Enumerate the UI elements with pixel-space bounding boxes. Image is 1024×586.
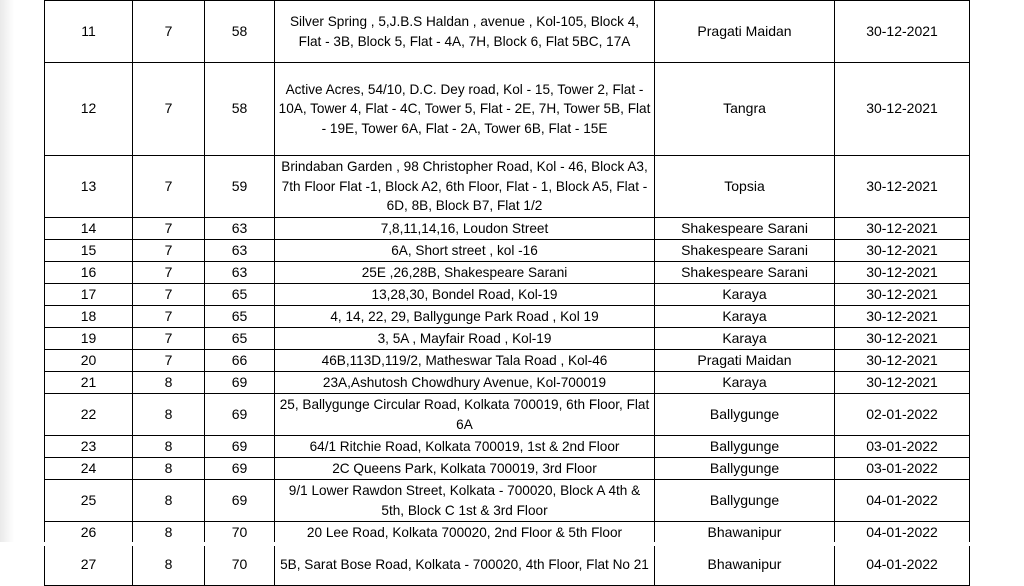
ward-cell: 63 bbox=[205, 218, 275, 240]
page-shadow bbox=[0, 0, 14, 546]
table-row bbox=[45, 372, 970, 394]
address-cell: 5B, Sarat Bose Road, Kolkata - 700020, 4th Floor, Flat No 21 bbox=[275, 544, 655, 586]
table-row bbox=[45, 480, 970, 522]
address-cell: 2C Queens Park, Kolkata 700019, 3rd Floor bbox=[275, 458, 655, 480]
serial-cell: 11 bbox=[45, 1, 133, 63]
area-cell: Ballygunge bbox=[655, 436, 835, 458]
address-cell: Silver Spring , 5,J.B.S Haldan , avenue , Kol-105, Block 4, Flat - 3B, Block 5, Flat - 4A, 7H, Block 6, Flat 5BC, 17A bbox=[275, 1, 655, 63]
serial-cell: 22 bbox=[45, 394, 133, 436]
serial-cell: 20 bbox=[45, 350, 133, 372]
address-cell: 20 Lee Road, Kolkata 700020, 2nd Floor & 5th Floor bbox=[275, 522, 655, 544]
serial-cell: 26 bbox=[45, 522, 133, 544]
serial-cell: 23 bbox=[45, 436, 133, 458]
area-cell: Ballygunge bbox=[655, 394, 835, 436]
phase-cell: 7 bbox=[133, 240, 205, 262]
table-row bbox=[45, 218, 970, 240]
area-cell: Pragati Maidan bbox=[655, 1, 835, 63]
address-cell: 6A, Short street , kol -16 bbox=[275, 240, 655, 262]
serial-cell: 19 bbox=[45, 328, 133, 350]
phase-cell: 8 bbox=[133, 522, 205, 544]
serial-cell: 17 bbox=[45, 284, 133, 306]
date-cell: 03-01-2022 bbox=[835, 436, 970, 458]
phase-cell: 8 bbox=[133, 458, 205, 480]
page-bottom-edge bbox=[0, 542, 1024, 546]
serial-cell: 13 bbox=[45, 156, 133, 218]
address-cell: 13,28,30, Bondel Road, Kol-19 bbox=[275, 284, 655, 306]
address-cell: 4, 14, 22, 29, Ballygunge Park Road , Kol 19 bbox=[275, 306, 655, 328]
phase-cell: 7 bbox=[133, 218, 205, 240]
ward-cell: 69 bbox=[205, 480, 275, 522]
table-row bbox=[45, 328, 970, 350]
phase-cell: 8 bbox=[133, 372, 205, 394]
area-cell: Topsia bbox=[655, 156, 835, 218]
phase-cell: 7 bbox=[133, 306, 205, 328]
table-row bbox=[45, 350, 970, 372]
date-cell: 30-12-2021 bbox=[835, 1, 970, 63]
serial-cell: 18 bbox=[45, 306, 133, 328]
table-row bbox=[45, 306, 970, 328]
serial-cell: 24 bbox=[45, 458, 133, 480]
serial-cell: 12 bbox=[45, 63, 133, 156]
date-cell: 04-01-2022 bbox=[835, 522, 970, 544]
phase-cell: 7 bbox=[133, 262, 205, 284]
area-cell: Karaya bbox=[655, 306, 835, 328]
table-row bbox=[45, 544, 970, 586]
ward-cell: 65 bbox=[205, 306, 275, 328]
phase-cell: 7 bbox=[133, 350, 205, 372]
phase-cell: 8 bbox=[133, 544, 205, 586]
area-cell: Bhawanipur bbox=[655, 522, 835, 544]
address-cell: Active Acres, 54/10, D.C. Dey road, Kol - 15, Tower 2, Flat - 10A, Tower 4, Flat - 4C, Tower 5, Flat - 2E, 7H, Tower 5B, Flat - 19E, Tower 6A, Flat - 2A, Tower 6B, Flat - 15E bbox=[275, 63, 655, 156]
table-row bbox=[45, 156, 970, 218]
phase-cell: 7 bbox=[133, 1, 205, 63]
serial-cell: 16 bbox=[45, 262, 133, 284]
date-cell: 30-12-2021 bbox=[835, 350, 970, 372]
serial-cell: 21 bbox=[45, 372, 133, 394]
table-row bbox=[45, 284, 970, 306]
address-cell: 46B,113D,119/2, Matheswar Tala Road , Kol-46 bbox=[275, 350, 655, 372]
address-cell: Brindaban Garden , 98 Christopher Road, Kol - 46, Block A3, 7th Floor Flat -1, Block A2, 6th Floor, Flat - 1, Block A5, Flat - 6D, 8B, Block B7, Flat 1/2 bbox=[275, 156, 655, 218]
area-cell: Karaya bbox=[655, 328, 835, 350]
area-cell: Ballygunge bbox=[655, 458, 835, 480]
date-cell: 30-12-2021 bbox=[835, 328, 970, 350]
area-cell: Shakespeare Sarani bbox=[655, 240, 835, 262]
area-cell: Ballygunge bbox=[655, 480, 835, 522]
area-cell: Karaya bbox=[655, 372, 835, 394]
table-row bbox=[45, 240, 970, 262]
date-cell: 30-12-2021 bbox=[835, 156, 970, 218]
phase-cell: 7 bbox=[133, 328, 205, 350]
ward-cell: 69 bbox=[205, 458, 275, 480]
address-cell: 3, 5A , Mayfair Road , Kol-19 bbox=[275, 328, 655, 350]
date-cell: 30-12-2021 bbox=[835, 218, 970, 240]
ward-cell: 70 bbox=[205, 522, 275, 544]
containment-zone-table bbox=[44, 0, 970, 586]
ward-cell: 70 bbox=[205, 544, 275, 586]
phase-cell: 7 bbox=[133, 284, 205, 306]
ward-cell: 58 bbox=[205, 63, 275, 156]
serial-cell: 14 bbox=[45, 218, 133, 240]
ward-cell: 69 bbox=[205, 372, 275, 394]
address-cell: 64/1 Ritchie Road, Kolkata 700019, 1st & 2nd Floor bbox=[275, 436, 655, 458]
table-row bbox=[45, 1, 970, 63]
ward-cell: 58 bbox=[205, 1, 275, 63]
ward-cell: 63 bbox=[205, 240, 275, 262]
serial-cell: 25 bbox=[45, 480, 133, 522]
area-cell: Pragati Maidan bbox=[655, 350, 835, 372]
table-row bbox=[45, 436, 970, 458]
table-row bbox=[45, 522, 970, 544]
date-cell: 02-01-2022 bbox=[835, 394, 970, 436]
phase-cell: 8 bbox=[133, 436, 205, 458]
phase-cell: 8 bbox=[133, 394, 205, 436]
date-cell: 30-12-2021 bbox=[835, 306, 970, 328]
address-cell: 25, Ballygunge Circular Road, Kolkata 700019, 6th Floor, Flat 6A bbox=[275, 394, 655, 436]
date-cell: 04-01-2022 bbox=[835, 544, 970, 586]
table-row bbox=[45, 63, 970, 156]
address-cell: 7,8,11,14,16, Loudon Street bbox=[275, 218, 655, 240]
date-cell: 30-12-2021 bbox=[835, 262, 970, 284]
table-row bbox=[45, 394, 970, 436]
ward-cell: 66 bbox=[205, 350, 275, 372]
address-cell: 25E ,26,28B, Shakespeare Sarani bbox=[275, 262, 655, 284]
area-cell: Shakespeare Sarani bbox=[655, 218, 835, 240]
phase-cell: 7 bbox=[133, 156, 205, 218]
date-cell: 30-12-2021 bbox=[835, 240, 970, 262]
ward-cell: 65 bbox=[205, 328, 275, 350]
area-cell: Bhawanipur bbox=[655, 544, 835, 586]
table-row bbox=[45, 458, 970, 480]
area-cell: Tangra bbox=[655, 63, 835, 156]
date-cell: 30-12-2021 bbox=[835, 63, 970, 156]
date-cell: 03-01-2022 bbox=[835, 458, 970, 480]
ward-cell: 69 bbox=[205, 394, 275, 436]
date-cell: 30-12-2021 bbox=[835, 372, 970, 394]
serial-cell: 27 bbox=[45, 544, 133, 586]
area-cell: Karaya bbox=[655, 284, 835, 306]
ward-cell: 65 bbox=[205, 284, 275, 306]
address-cell: 23A,Ashutosh Chowdhury Avenue, Kol-700019 bbox=[275, 372, 655, 394]
phase-cell: 7 bbox=[133, 63, 205, 156]
serial-cell: 15 bbox=[45, 240, 133, 262]
date-cell: 30-12-2021 bbox=[835, 284, 970, 306]
date-cell: 04-01-2022 bbox=[835, 480, 970, 522]
area-cell: Shakespeare Sarani bbox=[655, 262, 835, 284]
ward-cell: 59 bbox=[205, 156, 275, 218]
table-row bbox=[45, 262, 970, 284]
ward-cell: 63 bbox=[205, 262, 275, 284]
ward-cell: 69 bbox=[205, 436, 275, 458]
address-cell: 9/1 Lower Rawdon Street, Kolkata - 700020, Block A 4th & 5th, Block C 1st & 3rd Floor bbox=[275, 480, 655, 522]
phase-cell: 8 bbox=[133, 480, 205, 522]
